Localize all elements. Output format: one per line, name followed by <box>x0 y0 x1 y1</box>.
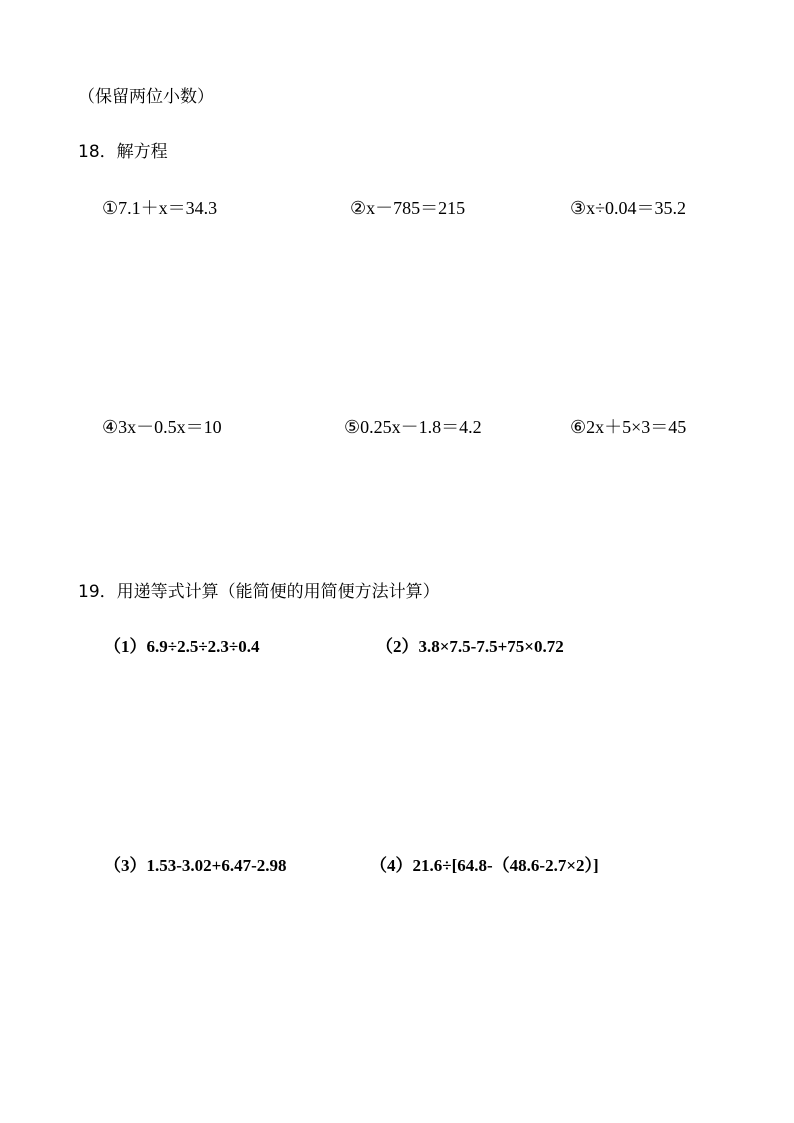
problem-3: （3）1.53-3.02+6.47-2.98 <box>104 856 287 875</box>
rounding-note: （保留两位小数） <box>78 87 214 107</box>
problem-1: （1）6.9÷2.5÷2.3÷0.4 <box>104 637 260 656</box>
problem-2: （2）3.8×7.5-7.5+75×0.72 <box>376 637 564 656</box>
equation-6: ⑥2x＋5×3＝45 <box>570 417 687 437</box>
question-18-heading: 18．解方程 <box>78 142 168 162</box>
equation-1: ①7.1＋x＝34.3 <box>102 198 218 218</box>
question-19-heading: 19．用递等式计算（能简便的用简便方法计算） <box>78 582 440 602</box>
problem-4: （4）21.6÷[64.8-（48.6-2.7×2）] <box>370 856 599 875</box>
equation-3: ③x÷0.04＝35.2 <box>570 198 687 218</box>
equation-5: ⑤0.25x－1.8＝4.2 <box>344 417 482 437</box>
equation-2: ②x－785＝215 <box>350 198 466 218</box>
equation-4: ④3x－0.5x＝10 <box>102 417 222 437</box>
